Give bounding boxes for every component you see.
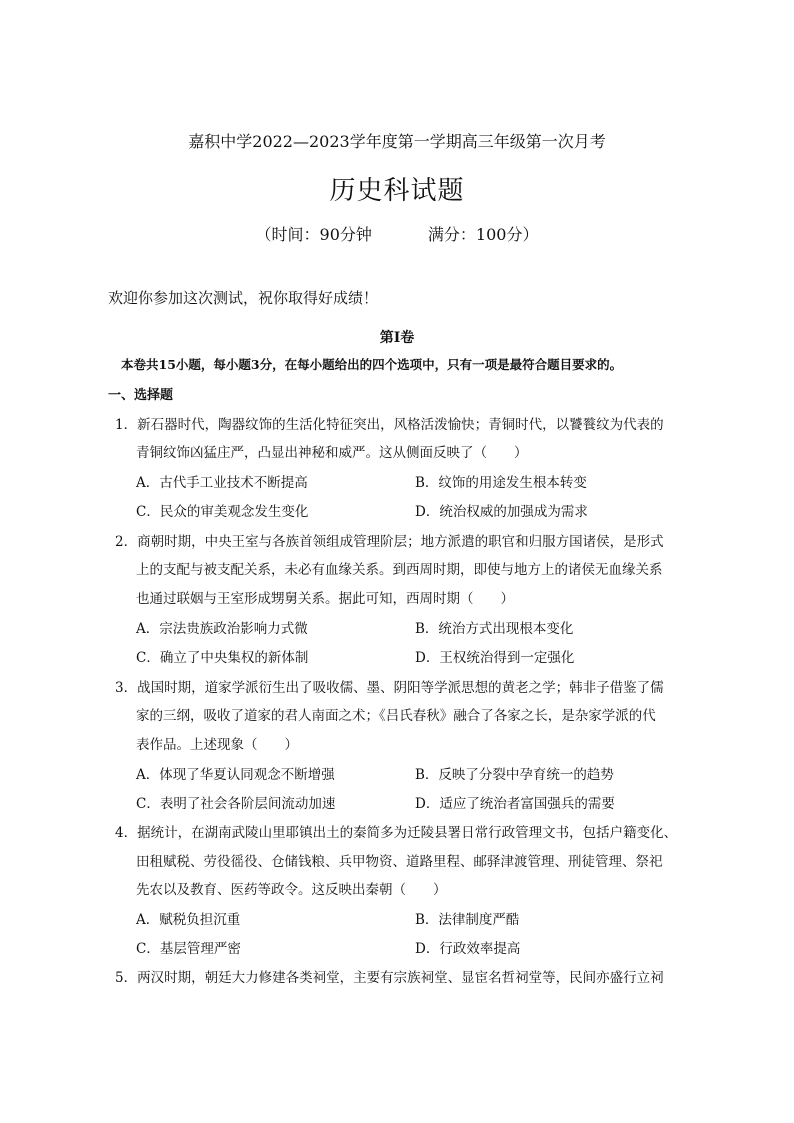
question-1-option-d: D．统治权威的加强成为需求 xyxy=(415,504,588,520)
question-1-line-1: 1．新石器时代，陶器纹饰的生活化特征突出，风格活泼愉快；青铜时代，以饕餮纹为代表的 xyxy=(115,417,664,433)
question-5-line-1: 5．两汉时期，朝廷大力修建各类祠堂，主要有宗族祠堂、显宦名哲祠堂等，民间亦盛行立祠 xyxy=(115,970,664,986)
question-3-option-c: C．表明了社会各阶层间流动加速 xyxy=(136,796,336,812)
question-1-option-b: B．纹饰的用途发生根本转变 xyxy=(415,475,587,491)
question-2-option-d: D．王权统治得到一定强化 xyxy=(415,650,575,666)
exam-school-title: 嘉积中学2022—2023学年度第一学期高三年级第一次月考 xyxy=(188,132,606,151)
question-4-line-2: 田租赋税、劳役徭役、仓储钱粮、兵甲物资、道路里程、邮驿津渡管理、刑徒管理、祭祀 xyxy=(136,854,663,870)
exam-time-score xyxy=(0,222,794,245)
exam-score: 满分：100分） xyxy=(427,225,539,244)
question-2-option-b: B．统治方式出现根本变化 xyxy=(415,621,574,637)
question-2-option-a: A．宗法贵族政治影响力式微 xyxy=(136,621,308,637)
question-3-line-3: 表作品。上述现象（ ） xyxy=(136,737,298,753)
question-4-line-1: 4．据统计，在湖南武陵山里耶镇出土的秦简多为迁陵县署日常行政管理文书，包括户籍变化、 xyxy=(115,825,678,841)
question-4-line-3: 先农以及教育、医药等政令。这反映出秦朝（ ） xyxy=(136,882,447,898)
part-instruction: 本卷共15小题，每小题3分，在每小题给出的四个选项中，只有一项是最符合题目要求的。 xyxy=(121,357,623,372)
question-4-option-d: D．行政效率提高 xyxy=(415,941,521,957)
question-3-line-2: 家的三纲，吸收了道家的君人南面之术；《吕氏春秋》融合了各家之长，是杂家学派的代 xyxy=(136,708,656,724)
question-2-line-1: 2．商朝时期，中央王室与各族首领组成管理阶层；地方派遣的职官和归服方国诸侯，是形式 xyxy=(115,534,664,550)
part-title: 第Ⅰ卷 xyxy=(379,330,415,346)
question-1-option-c: C．民众的审美观念发生变化 xyxy=(136,504,309,520)
question-2-line-2: 上的支配与被支配关系，未必有血缘关系。到西周时期，即使与地方上的诸侯无血缘关系 xyxy=(136,562,663,578)
section-title: 一、选择题 xyxy=(108,388,174,403)
question-4-option-b: B．法律制度严酷 xyxy=(415,912,520,928)
question-3-option-a: A．体现了华夏认同观念不断增强 xyxy=(136,767,335,783)
question-3-line-1: 3．战国时期，道家学派衍生出了吸收儒、墨、阴阳等学派思想的黄老之学；韩非子借鉴了儒 xyxy=(115,680,664,696)
question-2-line-3: 也通过联姻与王室形成甥舅关系。据此可知，西周时期（ ） xyxy=(136,591,514,607)
question-1-option-a: A．古代手工业技术不断提高 xyxy=(136,475,308,491)
welcome-message: 欢迎你参加这次测试，祝你取得好成绩！ xyxy=(108,289,379,307)
question-4-option-c: C．基层管理严密 xyxy=(136,941,241,957)
exam-time: （时间：90分钟 xyxy=(255,225,372,244)
question-4-option-a: A．赋税负担沉重 xyxy=(136,912,241,928)
question-1-line-2: 青铜纹饰凶猛庄严，凸显出神秘和威严。这从侧面反映了（ ） xyxy=(136,445,528,461)
question-3-option-d: D．适应了统治者富国强兵的需要 xyxy=(415,796,615,812)
exam-subject-title: 历史科试题 xyxy=(329,176,465,206)
question-3-option-b: B．反映了分裂中孕育统一的趋势 xyxy=(415,767,614,783)
question-2-option-c: C．确立了中央集权的新体制 xyxy=(136,650,309,666)
